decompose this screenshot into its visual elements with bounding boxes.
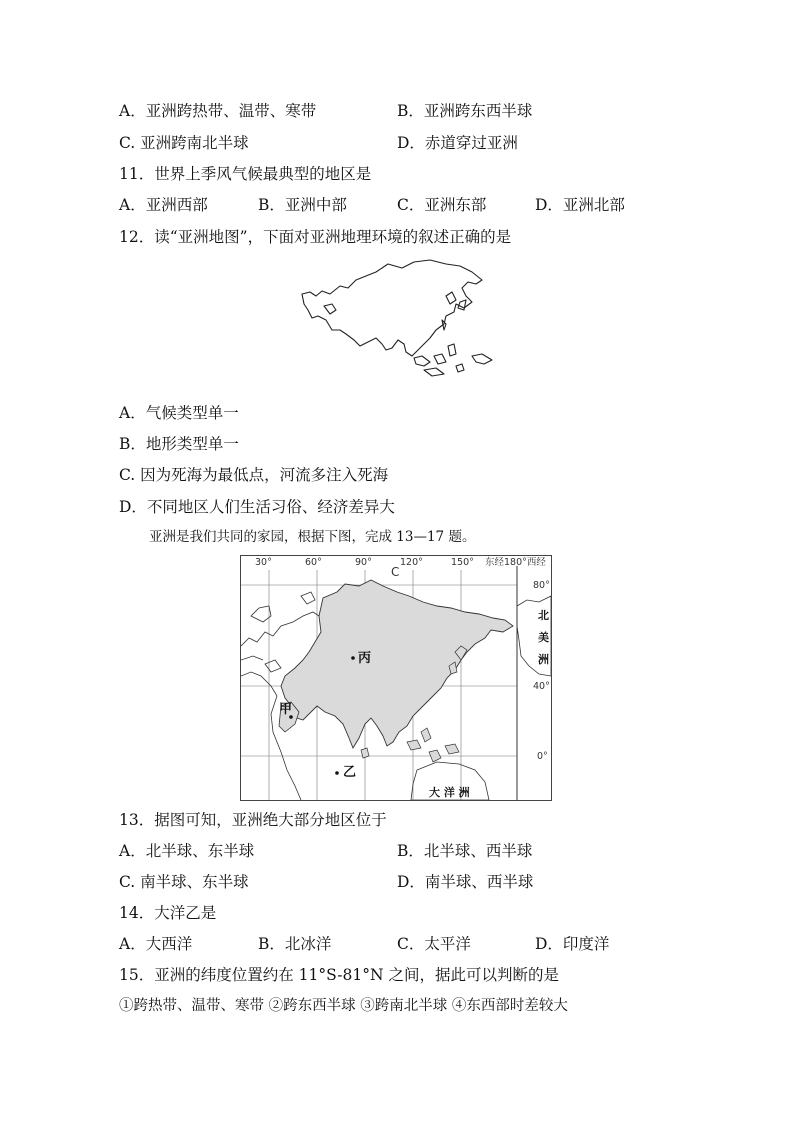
asia-outline-map bbox=[296, 258, 496, 380]
place-label-bing: 丙 bbox=[358, 651, 372, 666]
q13-option-a: A．北半球、东半球 bbox=[119, 842, 255, 860]
q13-option-b: B．北半球、西半球 bbox=[397, 842, 533, 860]
lon-label-60: 60° bbox=[305, 557, 322, 568]
q10-option-c: C. 亚洲跨南北半球 bbox=[119, 134, 249, 152]
north-america-label-1: 北 bbox=[538, 609, 549, 622]
lon-label-180: 东经180°西经 bbox=[485, 557, 546, 568]
place-label-jia: 甲 bbox=[279, 702, 293, 717]
lon-label-90: 90° bbox=[355, 557, 372, 568]
q10-option-a: A．亚洲跨热带、温带、寒带 bbox=[119, 102, 317, 120]
q11-option-d: D．亚洲北部 bbox=[535, 196, 625, 214]
q11-option-c: C．亚洲东部 bbox=[397, 196, 487, 214]
lat-label-40: 40° bbox=[533, 681, 550, 692]
q12-option-d: D．不同地区人们生活习俗、经济差异大 bbox=[119, 498, 395, 516]
q11-option-b: B．亚洲中部 bbox=[258, 196, 347, 214]
q12-option-a: A．气候类型单一 bbox=[119, 404, 239, 422]
q10-option-b: B．亚洲跨东西半球 bbox=[397, 102, 533, 120]
asia-outline-svg bbox=[296, 258, 496, 380]
q14-option-d: D．印度洋 bbox=[535, 935, 610, 953]
lat-label-80: 80° bbox=[533, 580, 550, 591]
q14-option-b: B．北冰洋 bbox=[258, 935, 332, 953]
q12-stem: 12．读“亚洲地图”，下面对亚洲地理环境的叙述正确的是 bbox=[119, 228, 512, 246]
q12-option-b: B．地形类型单一 bbox=[119, 435, 239, 453]
q14-option-a: A．大西洋 bbox=[119, 935, 193, 953]
lat-label-0: 0° bbox=[537, 751, 548, 762]
oceania-label: 大 洋 洲 bbox=[429, 786, 470, 799]
q10-option-d: D．赤道穿过亚洲 bbox=[397, 134, 518, 152]
q13-option-d: D．南半球、西半球 bbox=[397, 873, 534, 891]
asia-graticule-map bbox=[240, 555, 552, 801]
lon-label-150: 150° bbox=[451, 557, 474, 568]
lon-label-30: 30° bbox=[255, 557, 272, 568]
q12-option-c: C. 因为死海为最低点，河流多注入死海 bbox=[119, 466, 389, 484]
q14-option-c: C．太平洋 bbox=[397, 935, 471, 953]
q13-stem: 13．据图可知，亚洲绝大部分地区位于 bbox=[119, 811, 387, 829]
place-label-yi: 乙 bbox=[343, 765, 357, 780]
q11-option-a: A．亚洲西部 bbox=[119, 196, 208, 214]
q11-stem: 11．世界上季风气候最典型的地区是 bbox=[119, 165, 372, 183]
q14-stem: 14．大洋乙是 bbox=[119, 904, 217, 922]
asia-graticule-svg bbox=[241, 556, 551, 800]
north-america-label-3: 洲 bbox=[538, 653, 549, 666]
place-label-c: C bbox=[391, 565, 400, 579]
north-america-label-2: 美 bbox=[538, 631, 549, 644]
q15-stem: 15．亚洲的纬度位置约在 11°S-81°N 之间，据此可以判断的是 bbox=[119, 966, 560, 984]
lon-label-120: 120° bbox=[400, 557, 423, 568]
intro-text: 亚洲是我们共同的家园，根据下图，完成 13—17 题。 bbox=[149, 529, 476, 545]
q15-statements: ①跨热带、温带、寒带 ②跨东西半球 ③跨南北半球 ④东西部时差较大 bbox=[119, 998, 568, 1014]
q13-option-c: C. 南半球、东半球 bbox=[119, 873, 249, 891]
